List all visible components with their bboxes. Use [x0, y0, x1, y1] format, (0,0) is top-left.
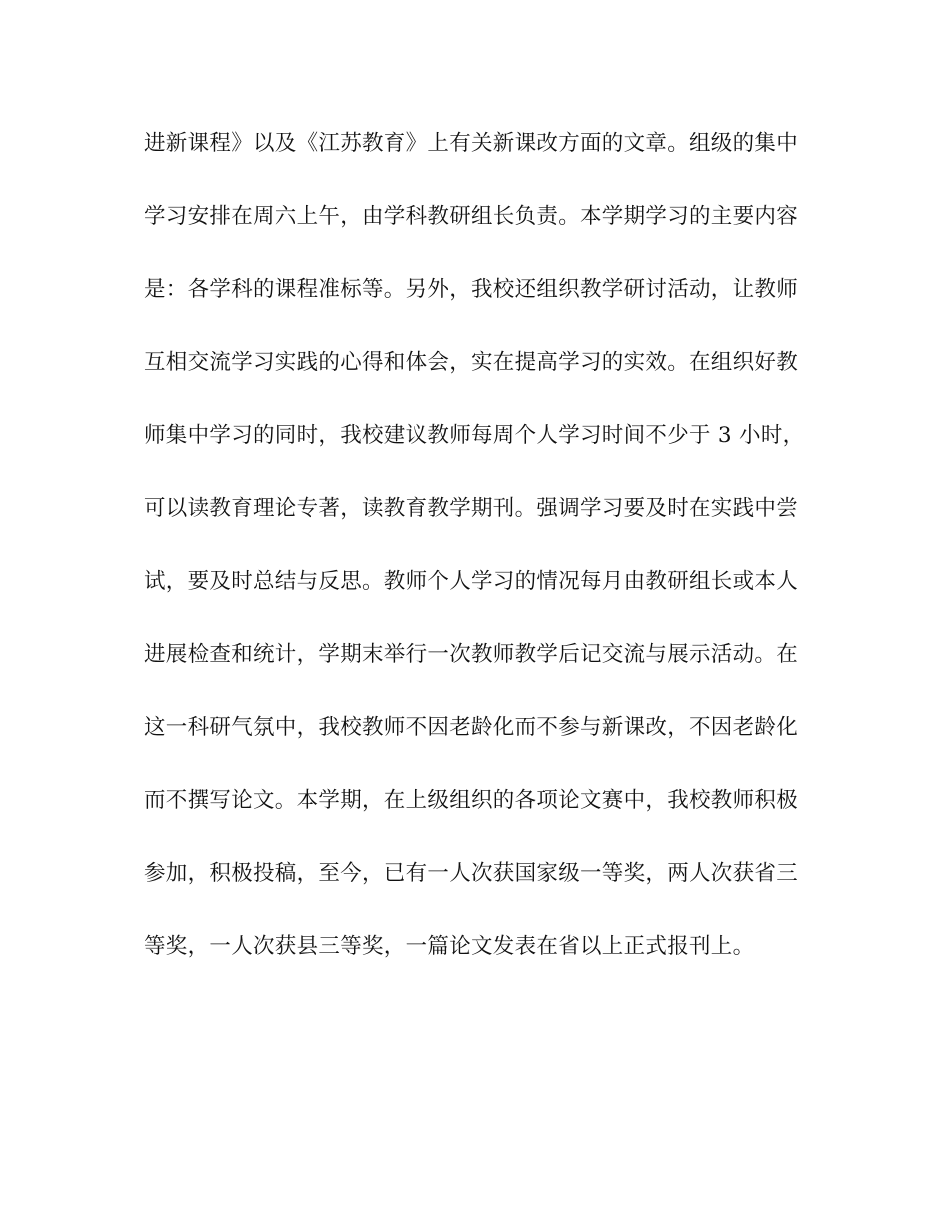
- text-line: 而不撰写论文。本学期，在上级组织的各项论文赛中，我校教师积极: [144, 788, 799, 813]
- text-line: 试，要及时总结与反思。教师个人学习的情况每月由教研组长或本人: [144, 569, 799, 594]
- text-line: 师集中学习的同时，我校建议教师每周个人学习时间不少于 3 小时，: [144, 423, 805, 448]
- text-line: 进新课程》以及《江苏教育》上有关新课改方面的文章。组级的集中: [144, 131, 799, 156]
- text-line: 等奖，一人次获县三等奖，一篇论文发表在省以上正式报刊上。: [144, 934, 755, 959]
- text-line: 可以读教育理论专著，读教育教学期刊。强调学习要及时在实践中尝: [144, 496, 799, 521]
- text-line: 参加，积极投稿，至今，已有一人次获国家级一等奖，两人次获省三: [144, 861, 799, 886]
- text-line: 这一科研气氛中，我校教师不因老龄化而不参与新课改，不因老龄化: [144, 715, 799, 740]
- text-line: 进展检查和统计，学期末举行一次教师教学后记交流与展示活动。在: [144, 642, 799, 667]
- text-line: 是：各学科的课程准标等。另外，我校还组织教学研讨活动，让教师: [144, 277, 799, 302]
- text-line: 学习安排在周六上午，由学科教研组长负责。本学期学习的主要内容: [144, 204, 799, 229]
- text-line: 互相交流学习实践的心得和体会，实在提高学习的实效。在组织好教: [144, 350, 799, 375]
- body-paragraph: [144, 125, 804, 1001]
